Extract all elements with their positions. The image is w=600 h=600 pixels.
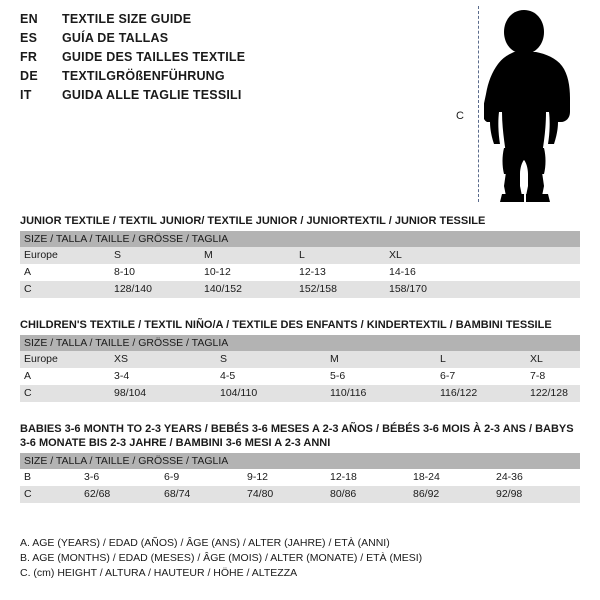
cell-value: 80/86 — [326, 486, 409, 503]
language-code: EN — [20, 12, 38, 26]
cell-value: 128/140 — [110, 281, 200, 298]
footnote-a: A. AGE (YEARS) / EDAD (AÑOS) / ÂGE (ANS) / ALTER (JAHRE) / ETÀ (ANNI) — [20, 537, 390, 549]
cell-value: 18-24 — [409, 469, 492, 486]
language-row-fr — [20, 50, 440, 69]
footnotes-block — [20, 536, 580, 581]
cell-value: 62/68 — [80, 486, 160, 503]
cell-value: 152/158 — [295, 281, 385, 298]
height-measure-figure — [440, 4, 590, 204]
column-label-s: S — [110, 247, 200, 264]
cell-value: 74/80 — [243, 486, 326, 503]
table-row — [20, 385, 580, 402]
language-title: TEXTILGRÖßENFÜHRUNG — [62, 69, 225, 83]
measure-label-c: C — [456, 110, 464, 122]
cell-value: 6-7 — [436, 368, 526, 385]
column-label-s: S — [216, 351, 326, 368]
cell-value: 6-9 — [160, 469, 243, 486]
cell-value: 9-12 — [243, 469, 326, 486]
cell-value: 110/116 — [326, 385, 436, 402]
row-key: C — [20, 385, 110, 402]
junior-size-table — [20, 231, 580, 298]
column-label-xl: XL — [385, 247, 480, 264]
column-label-xl: XL — [526, 351, 580, 368]
cell-value: 92/98 — [492, 486, 580, 503]
table-row — [20, 281, 580, 298]
language-code: IT — [20, 88, 32, 102]
cell-value: 68/74 — [160, 486, 243, 503]
cell-value: 5-6 — [326, 368, 436, 385]
cell-value: 24-36 — [492, 469, 580, 486]
column-label-m: M — [326, 351, 436, 368]
cell-value: 10-12 — [200, 264, 295, 281]
measure-dashed-line — [478, 6, 479, 202]
cell-value: 14-16 — [385, 264, 480, 281]
section-title: CHILDREN'S TEXTILE / TEXTIL NIÑO/A / TEXTILE DES ENFANTS / KINDERTEXTIL / BAMBINI TESSILE — [20, 319, 552, 331]
cell-value: 12-13 — [295, 264, 385, 281]
row-key: A — [20, 264, 110, 281]
table-row — [20, 486, 580, 503]
language-row-es — [20, 31, 440, 50]
size-header-label: SIZE / TALLA / TAILLE / GRÖSSE / TAGLIA — [20, 231, 580, 247]
section-title: JUNIOR TEXTILE / TEXTIL JUNIOR/ TEXTILE JUNIOR / JUNIORTEXTIL / JUNIOR TESSILE — [20, 215, 486, 227]
table-row — [20, 247, 580, 264]
cell-value: 3-4 — [110, 368, 216, 385]
toddler-silhouette-icon — [484, 8, 590, 204]
column-label-europe: Europe — [20, 351, 110, 368]
cell-value: 86/92 — [409, 486, 492, 503]
table-row — [20, 469, 580, 486]
section-babies-textile — [20, 422, 580, 503]
language-title: TEXTILE SIZE GUIDE — [62, 12, 192, 26]
childrens-size-table — [20, 335, 580, 402]
section-title: BABIES 3-6 MONTH TO 2-3 YEARS / BEBÉS 3-6 MESES A 2-3 AÑOS / BÉBÉS 3-6 MOIS À 2-3 ANS / BABYS 3-6 MONATE BIS 2-3 JAHRE / BAMBINI 3-6 MESI A 2-3 ANNI — [20, 423, 574, 449]
footnote-c: C. (cm) HEIGHT / ALTURA / HAUTEUR / HÖHE / ALTEZZA — [20, 567, 298, 579]
language-row-en — [20, 12, 440, 31]
language-code: ES — [20, 31, 38, 45]
cell-value: 158/170 — [385, 281, 480, 298]
column-label-m: M — [200, 247, 295, 264]
table-header-row — [20, 231, 580, 247]
table-row — [20, 264, 580, 281]
cell-value: 7-8 — [526, 368, 580, 385]
table-header-row — [20, 335, 580, 351]
size-header-label: SIZE / TALLA / TAILLE / GRÖSSE / TAGLIA — [20, 453, 580, 469]
footnote-b: B. AGE (MONTHS) / EDAD (MESES) / ÂGE (MOIS) / ALTER (MONATE) / ETÀ (MESI) — [20, 552, 423, 564]
row-key: B — [20, 469, 80, 486]
table-row — [20, 368, 580, 385]
row-key: A — [20, 368, 110, 385]
row-key: C — [20, 486, 80, 503]
cell-value: 4-5 — [216, 368, 326, 385]
language-row-it — [20, 88, 440, 107]
cell-value: 3-6 — [80, 469, 160, 486]
cell-value: 8-10 — [110, 264, 200, 281]
column-label-l: L — [295, 247, 385, 264]
section-junior-textile — [20, 214, 580, 298]
cell-value: 98/104 — [110, 385, 216, 402]
cell-value: 122/128 — [526, 385, 580, 402]
language-title: GUIDE DES TAILLES TEXTILE — [62, 50, 246, 64]
row-key: C — [20, 281, 110, 298]
cell-value: 140/152 — [200, 281, 295, 298]
language-row-de — [20, 69, 440, 88]
language-title-block — [20, 12, 440, 107]
cell-value: 104/110 — [216, 385, 326, 402]
column-label-europe: Europe — [20, 247, 110, 264]
table-row — [20, 351, 580, 368]
column-label-l: L — [436, 351, 526, 368]
table-header-row — [20, 453, 580, 469]
cell-value: 12-18 — [326, 469, 409, 486]
cell-value: 116/122 — [436, 385, 526, 402]
babies-size-table — [20, 453, 580, 503]
language-code: DE — [20, 69, 38, 83]
language-title: GUIDA ALLE TAGLIE TESSILI — [62, 88, 242, 102]
column-label-xs: XS — [110, 351, 216, 368]
size-header-label: SIZE / TALLA / TAILLE / GRÖSSE / TAGLIA — [20, 335, 580, 351]
section-childrens-textile — [20, 318, 580, 402]
language-title: GUÍA DE TALLAS — [62, 31, 169, 45]
language-code: FR — [20, 50, 38, 64]
